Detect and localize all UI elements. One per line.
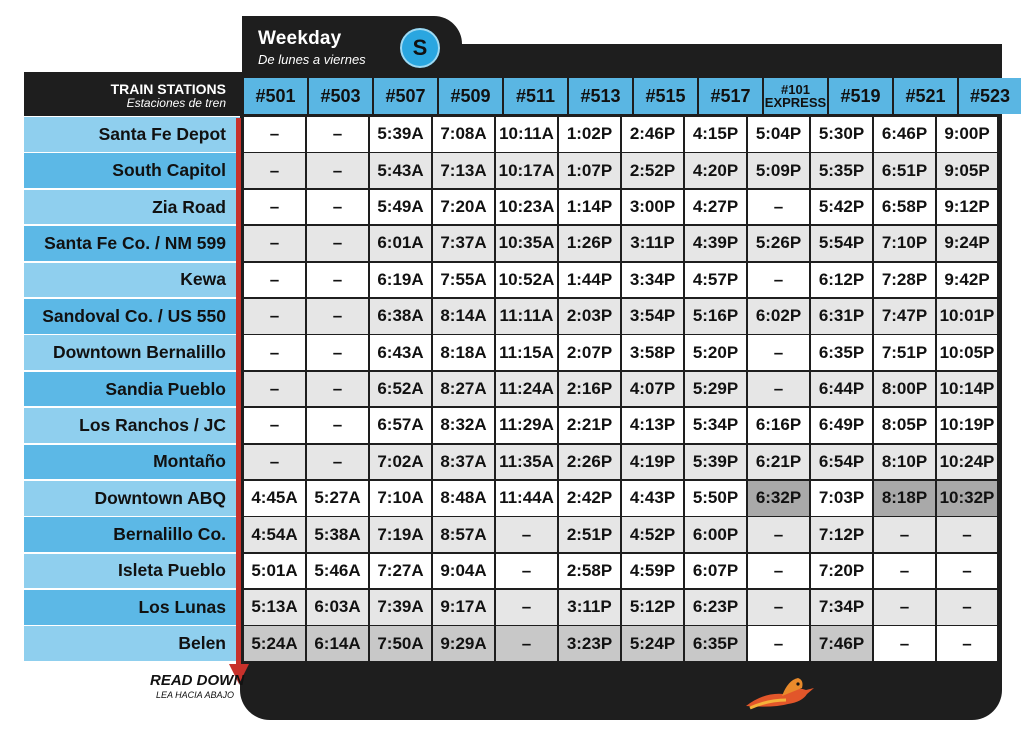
departure-time: 4:43P [620,481,683,516]
departure-time: 5:38A [305,517,368,552]
departure-time: 10:52A [494,263,557,298]
departure-time: – [242,153,305,188]
departure-time: 5:30P [809,117,872,152]
departure-time: 3:34P [620,263,683,298]
departure-time: 7:50A [368,626,431,661]
departure-time: 7:13A [431,153,494,188]
train-number-header [242,78,1021,114]
departure-time: – [305,153,368,188]
departure-time: 5:24P [620,626,683,661]
train-header-3: #509 [437,78,502,114]
departure-time: 10:24P [935,445,997,480]
schedule-row [242,517,998,552]
departure-time: – [746,590,809,625]
departure-time: 2:58P [557,554,620,589]
station-label: Downtown ABQ [24,481,240,516]
departure-time: – [872,590,935,625]
departure-time: 6:35P [683,626,746,661]
schedule-row [242,299,998,334]
departure-time: 9:12P [935,190,997,225]
departure-time: – [305,408,368,443]
departure-time: 10:11A [494,117,557,152]
read-down-sublabel: LEA HACIA ABAJO [156,690,235,700]
departure-time: 9:29A [431,626,494,661]
schedule-row [242,226,998,261]
station-label: Montaño [24,445,240,480]
departure-time: 5:34P [683,408,746,443]
departure-time: 4:45A [242,481,305,516]
departure-time: 7:02A [368,445,431,480]
departure-time: 2:16P [557,372,620,407]
departure-time: – [242,372,305,407]
station-label: Santa Fe Co. / NM 599 [24,226,240,261]
read-down-label: READ DOWN [150,672,245,689]
departure-time: – [242,226,305,261]
departure-time: 6:54P [809,445,872,480]
departure-time: – [872,517,935,552]
departure-time: 5:09P [746,153,809,188]
departure-time: 4:27P [683,190,746,225]
schedule-table [242,117,998,663]
schedule-row [242,263,998,298]
departure-time: 10:23A [494,190,557,225]
departure-time: 1:44P [557,263,620,298]
schedule-row [242,445,998,480]
departure-time: 5:42P [809,190,872,225]
train-header-7: #517 [697,78,762,114]
departure-time: 6:51P [872,153,935,188]
departure-time: – [305,226,368,261]
departure-time: 10:01P [935,299,997,334]
departure-time: – [494,554,557,589]
departure-time: – [746,517,809,552]
station-list [24,117,240,663]
departure-time: – [305,117,368,152]
departure-time: 7:46P [809,626,872,661]
departure-time: 5:39A [368,117,431,152]
departure-time: 5:16P [683,299,746,334]
schedule-row [242,554,998,589]
departure-time: 9:24P [935,226,997,261]
departure-time: – [305,372,368,407]
departure-time: – [494,626,557,661]
departure-time: 1:14P [557,190,620,225]
train-header-9: #519 [827,78,892,114]
page-title: Weekday [258,28,342,49]
departure-time: 2:07P [557,335,620,370]
departure-time: 8:05P [872,408,935,443]
departure-time: 8:00P [872,372,935,407]
train-header-5: #513 [567,78,632,114]
departure-time: 5:12P [620,590,683,625]
schedule-row [242,153,998,188]
departure-time: 2:46P [620,117,683,152]
departure-time: 4:59P [620,554,683,589]
schedule-row [242,408,998,443]
departure-time: 6:02P [746,299,809,334]
departure-time: 11:15A [494,335,557,370]
departure-time: 7:28P [872,263,935,298]
departure-time: – [242,335,305,370]
departure-time: 11:24A [494,372,557,407]
departure-time: 4:13P [620,408,683,443]
departure-time: – [746,190,809,225]
departure-time: 2:51P [557,517,620,552]
stations-header [24,72,240,116]
departure-time: 6:35P [809,335,872,370]
departure-time: – [242,408,305,443]
departure-time: 6:23P [683,590,746,625]
departure-time: 4:15P [683,117,746,152]
departure-time: 3:54P [620,299,683,334]
departure-time: 9:04A [431,554,494,589]
departure-time: 3:11P [557,590,620,625]
departure-time: – [242,299,305,334]
departure-time: 7:10P [872,226,935,261]
departure-time: 10:32P [935,481,997,516]
schedule-row [242,372,998,407]
departure-time: 5:49A [368,190,431,225]
station-label: Downtown Bernalillo [24,335,240,370]
departure-time: 10:19P [935,408,997,443]
departure-time: – [746,626,809,661]
departure-time: 7:27A [368,554,431,589]
departure-time: 8:18A [431,335,494,370]
departure-time: 6:21P [746,445,809,480]
departure-time: 9:17A [431,590,494,625]
departure-time: – [305,445,368,480]
departure-time: 6:38A [368,299,431,334]
departure-time: 4:39P [683,226,746,261]
departure-time: 7:51P [872,335,935,370]
stations-header-title: TRAIN STATIONS [110,81,226,97]
departure-time: 5:35P [809,153,872,188]
departure-time: 6:43A [368,335,431,370]
departure-time: 7:03P [809,481,872,516]
departure-time: 6:32P [746,481,809,516]
departure-time: 6:31P [809,299,872,334]
train-header-0: #501 [242,78,307,114]
departure-time: – [494,517,557,552]
departure-time: 6:19A [368,263,431,298]
departure-time: 7:55A [431,263,494,298]
departure-time: 2:21P [557,408,620,443]
departure-time: 8:27A [431,372,494,407]
departure-time: 5:20P [683,335,746,370]
station-label: Isleta Pueblo [24,554,240,589]
departure-time: 6:03A [305,590,368,625]
departure-time: – [746,372,809,407]
departure-time: 9:42P [935,263,997,298]
departure-time: – [872,626,935,661]
departure-time: 4:19P [620,445,683,480]
departure-time: 6:16P [746,408,809,443]
departure-time: 7:37A [431,226,494,261]
departure-time: 5:46A [305,554,368,589]
departure-time: 1:07P [557,153,620,188]
departure-time: 3:11P [620,226,683,261]
departure-time: 6:57A [368,408,431,443]
departure-time: 6:14A [305,626,368,661]
departure-time: 6:46P [872,117,935,152]
schedule-row [242,481,998,516]
departure-time: – [305,299,368,334]
stations-header-subtitle: Estaciones de tren [126,96,226,110]
departure-time: 10:35A [494,226,557,261]
departure-time: 11:29A [494,408,557,443]
departure-time: 5:13A [242,590,305,625]
schedule-row [242,626,998,661]
departure-time: 6:01A [368,226,431,261]
station-label: Kewa [24,263,240,298]
departure-time: 6:12P [809,263,872,298]
departure-time: 6:07P [683,554,746,589]
departure-time: 4:54A [242,517,305,552]
departure-time: 9:00P [935,117,997,152]
departure-time: 3:23P [557,626,620,661]
departure-time: 7:34P [809,590,872,625]
departure-time: 5:04P [746,117,809,152]
departure-time: 3:00P [620,190,683,225]
departure-time: – [746,554,809,589]
departure-time: 2:52P [620,153,683,188]
departure-time: – [242,445,305,480]
station-label: Bernalillo Co. [24,517,240,552]
departure-time: 8:48A [431,481,494,516]
departure-time: – [935,554,997,589]
departure-time: 6:52A [368,372,431,407]
roadrunner-logo-icon [744,672,816,714]
service-badge: S [398,26,442,70]
departure-time: – [242,263,305,298]
departure-time: 7:12P [809,517,872,552]
departure-time: – [305,263,368,298]
departure-time: 10:17A [494,153,557,188]
departure-time: 8:18P [872,481,935,516]
station-label: Santa Fe Depot [24,117,240,152]
departure-time: 7:19A [368,517,431,552]
departure-time: 1:26P [557,226,620,261]
departure-time: 8:10P [872,445,935,480]
departure-time: 5:50P [683,481,746,516]
train-header-8 [762,78,827,114]
departure-time: 5:54P [809,226,872,261]
departure-time: 6:44P [809,372,872,407]
station-label: Belen [24,626,240,661]
departure-time: 7:39A [368,590,431,625]
departure-time: 8:37A [431,445,494,480]
schedule-row [242,190,998,225]
station-label: Los Ranchos / JC [24,408,240,443]
departure-time: 3:58P [620,335,683,370]
departure-time: 4:20P [683,153,746,188]
departure-time: – [935,517,997,552]
departure-time: 7:20P [809,554,872,589]
departure-time: – [305,335,368,370]
departure-time: 5:01A [242,554,305,589]
departure-time: 7:20A [431,190,494,225]
departure-time: 7:10A [368,481,431,516]
station-label: Sandoval Co. / US 550 [24,299,240,334]
departure-time: 5:26P [746,226,809,261]
departure-time: 11:11A [494,299,557,334]
departure-time: 6:00P [683,517,746,552]
departure-time: 8:14A [431,299,494,334]
departure-time: 4:57P [683,263,746,298]
departure-time: – [872,554,935,589]
departure-time: 2:42P [557,481,620,516]
departure-time: 5:24A [242,626,305,661]
schedule-row [242,117,998,152]
station-label: Sandia Pueblo [24,372,240,407]
departure-time: 6:58P [872,190,935,225]
departure-time: 5:27A [305,481,368,516]
departure-time: – [242,190,305,225]
read-down-arrow [236,118,241,674]
departure-time: 11:35A [494,445,557,480]
train-header-6: #515 [632,78,697,114]
departure-time: 7:47P [872,299,935,334]
train-header-4: #511 [502,78,567,114]
schedule-row [242,335,998,370]
departure-time: – [746,335,809,370]
departure-time: – [242,117,305,152]
departure-time: – [305,190,368,225]
departure-time: 11:44A [494,481,557,516]
train-number: #101 [781,82,810,97]
departure-time: – [746,263,809,298]
departure-time: 10:14P [935,372,997,407]
express-label: EXPRESS [764,95,827,110]
departure-time: 9:05P [935,153,997,188]
departure-time: 5:39P [683,445,746,480]
departure-time: 7:08A [431,117,494,152]
header-strip [440,44,1002,76]
train-header-10: #521 [892,78,957,114]
schedule-row [242,590,998,625]
departure-time: 1:02P [557,117,620,152]
departure-time: 10:05P [935,335,997,370]
departure-time: 2:26P [557,445,620,480]
departure-time: – [494,590,557,625]
departure-time: – [935,590,997,625]
station-label: Los Lunas [24,590,240,625]
train-header-11: #523 [957,78,1021,114]
departure-time: 5:43A [368,153,431,188]
departure-time: – [935,626,997,661]
departure-time: 8:57A [431,517,494,552]
departure-time: 4:07P [620,372,683,407]
departure-time: 5:29P [683,372,746,407]
departure-time: 2:03P [557,299,620,334]
station-label: South Capitol [24,153,240,188]
train-header-2: #507 [372,78,437,114]
page-subtitle: De lunes a viernes [258,52,366,67]
station-label: Zia Road [24,190,240,225]
departure-time: 4:52P [620,517,683,552]
departure-time: 6:49P [809,408,872,443]
train-header-1: #503 [307,78,372,114]
departure-time: 8:32A [431,408,494,443]
